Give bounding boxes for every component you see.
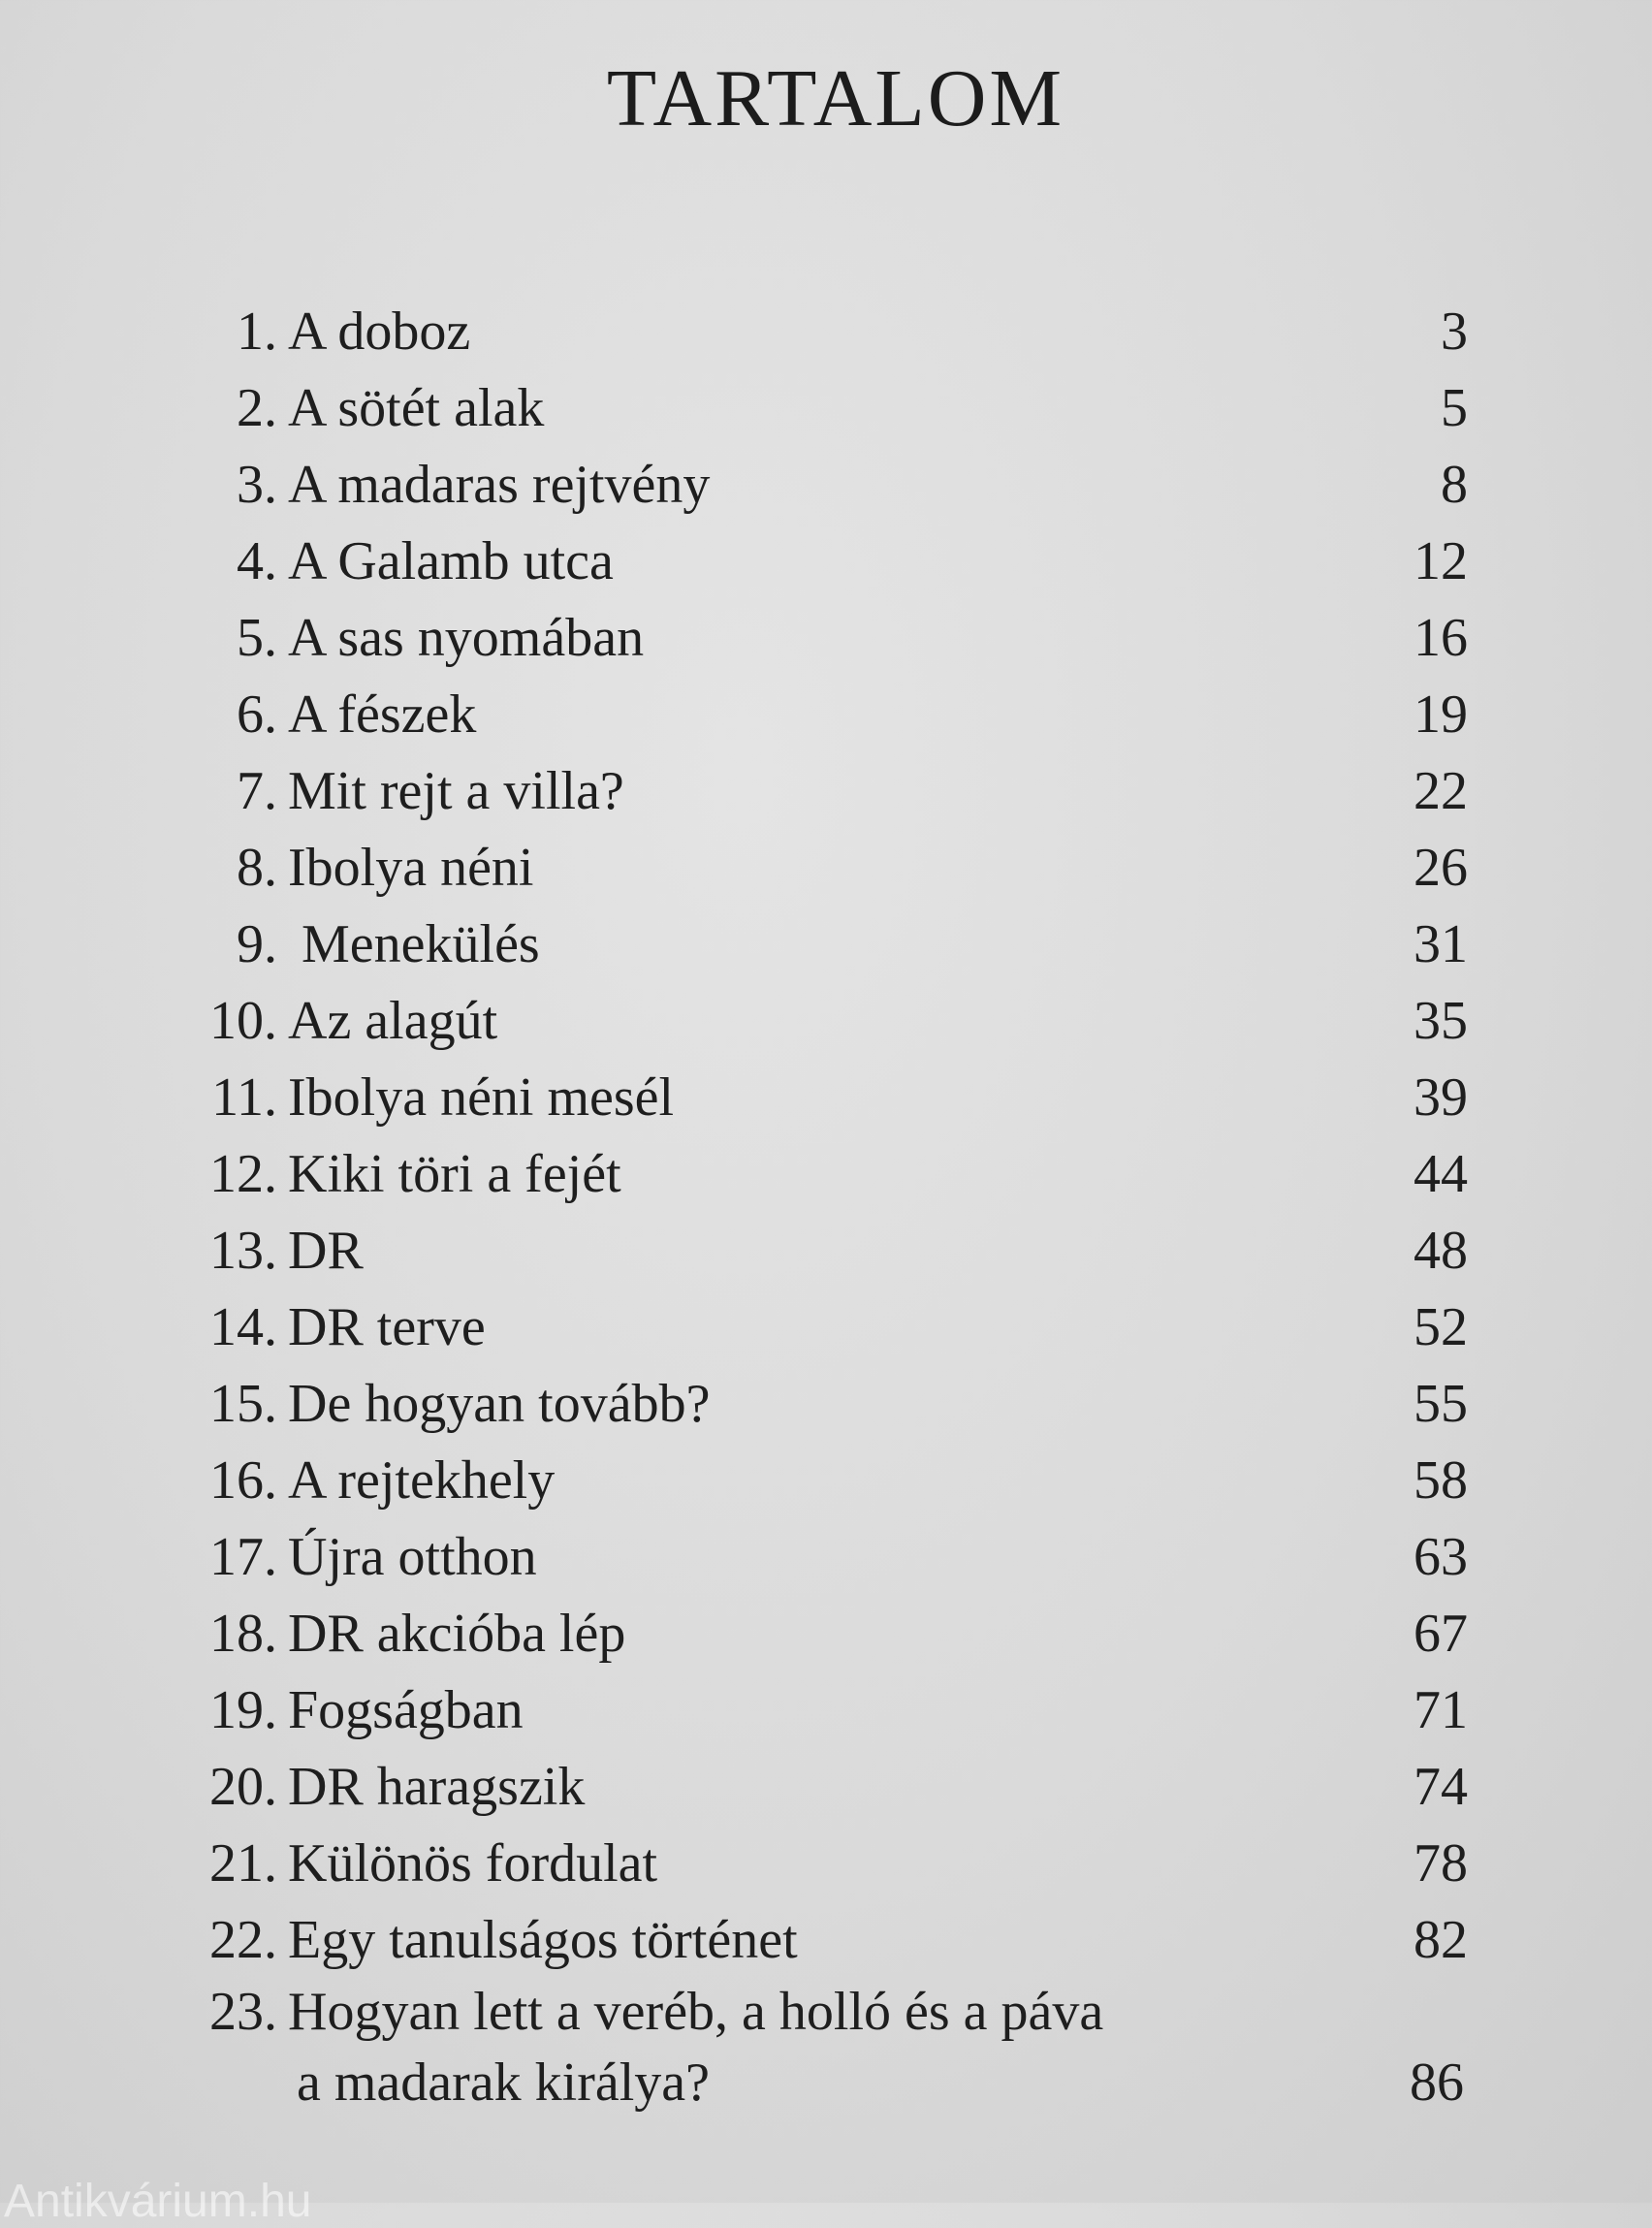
chapter-number: 11. xyxy=(211,1067,277,1128)
toc-entry xyxy=(0,1289,1652,1365)
chapter-number: 16. xyxy=(209,1450,277,1511)
chapter-title: Menekülés xyxy=(288,914,540,974)
chapter-title: Egy tanulságos történet xyxy=(288,1910,798,1970)
chapter-number: 15. xyxy=(209,1374,277,1434)
toc-entry xyxy=(0,1902,1652,1978)
chapter-title: A rejtekhely xyxy=(288,1450,556,1511)
chapter-number: 20. xyxy=(209,1757,277,1817)
toc-entry xyxy=(0,1519,1652,1595)
chapter-page-number: 52 xyxy=(1414,1297,1468,1357)
chapter-page-number: 48 xyxy=(1414,1221,1468,1281)
chapter-title: Különös fordulat xyxy=(288,1833,658,1894)
chapter-page-number: 63 xyxy=(1414,1527,1468,1587)
chapter-number: 9. xyxy=(237,914,277,974)
toc-entry xyxy=(0,1366,1652,1442)
chapter-number: 17. xyxy=(209,1527,277,1587)
chapter-page-number: 74 xyxy=(1414,1757,1468,1817)
chapter-page-number: 86 xyxy=(1410,2053,1464,2113)
toc-entry xyxy=(0,447,1652,523)
chapter-title-line-2: a madarak királya? xyxy=(297,2053,710,2113)
chapter-page-number: 82 xyxy=(1414,1910,1468,1970)
chapter-number: 8. xyxy=(237,838,277,898)
chapter-page-number: 3 xyxy=(1441,302,1468,362)
chapter-page-number: 67 xyxy=(1414,1604,1468,1664)
chapter-title: Ibolya néni mesél xyxy=(288,1067,675,1128)
toc-entry xyxy=(0,1749,1652,1825)
chapter-number: 6. xyxy=(237,684,277,745)
chapter-title: A Galamb utca xyxy=(288,531,614,591)
chapter-title: Az alagút xyxy=(288,991,498,1051)
toc-entry xyxy=(0,1136,1652,1212)
toc-entry xyxy=(0,677,1652,752)
toc-entry xyxy=(0,1443,1652,1518)
chapter-number: 5. xyxy=(237,608,277,668)
chapter-page-number: 12 xyxy=(1414,531,1468,591)
chapter-number: 7. xyxy=(237,761,277,821)
chapter-title: Ibolya néni xyxy=(288,838,534,898)
chapter-number: 23. xyxy=(209,1982,277,2042)
chapter-number: 22. xyxy=(209,1910,277,1970)
watermark: Antikvárium.hu xyxy=(4,2176,312,2227)
chapter-title: DR haragszik xyxy=(288,1757,586,1817)
chapter-page-number: 16 xyxy=(1414,608,1468,668)
chapter-number: 10. xyxy=(209,991,277,1051)
toc-entry xyxy=(0,1596,1652,1671)
chapter-title: A fészek xyxy=(288,684,477,745)
toc-entry xyxy=(0,524,1652,599)
chapter-page-number: 5 xyxy=(1441,378,1468,438)
page-title: TARTALOM xyxy=(606,53,1065,143)
chapter-title: A sas nyomában xyxy=(288,608,645,668)
chapter-page-number: 58 xyxy=(1414,1450,1468,1511)
chapter-number: 1. xyxy=(237,302,277,362)
chapter-title: A madaras rejtvény xyxy=(288,455,711,515)
toc-entry xyxy=(0,830,1652,906)
chapter-title: DR akcióba lép xyxy=(288,1604,626,1664)
toc-entry xyxy=(0,600,1652,676)
chapter-title: DR xyxy=(288,1221,364,1281)
toc-entry xyxy=(0,983,1652,1059)
chapter-page-number: 31 xyxy=(1414,914,1468,974)
chapter-number: 12. xyxy=(209,1144,277,1204)
chapter-page-number: 39 xyxy=(1414,1067,1468,1128)
chapter-page-number: 44 xyxy=(1414,1144,1468,1204)
toc-entry xyxy=(0,1060,1652,1135)
chapter-title: De hogyan tovább? xyxy=(288,1374,711,1434)
toc-entry-23 xyxy=(0,1974,1652,2050)
toc-entry xyxy=(0,1213,1652,1289)
chapter-title: Fogságban xyxy=(288,1680,524,1740)
chapter-number: 2. xyxy=(237,378,277,438)
toc-entry xyxy=(0,294,1652,369)
chapter-page-number: 55 xyxy=(1414,1374,1468,1434)
toc-entry xyxy=(0,1826,1652,1901)
chapter-title: DR terve xyxy=(288,1297,486,1357)
chapter-title: A sötét alak xyxy=(288,378,545,438)
chapter-number: 19. xyxy=(209,1680,277,1740)
chapter-title: A doboz xyxy=(288,302,471,362)
chapter-page-number: 71 xyxy=(1414,1680,1468,1740)
toc-entry xyxy=(0,753,1652,829)
chapter-number: 4. xyxy=(237,531,277,591)
chapter-number: 13. xyxy=(209,1221,277,1281)
chapter-page-number: 78 xyxy=(1414,1833,1468,1894)
chapter-title: Mit rejt a villa? xyxy=(288,761,624,821)
toc-entry-23-continuation xyxy=(0,2045,1652,2120)
chapter-number: 18. xyxy=(209,1604,277,1664)
chapter-page-number: 8 xyxy=(1441,455,1468,515)
chapter-page-number: 22 xyxy=(1414,761,1468,821)
chapter-number: 3. xyxy=(237,455,277,515)
chapter-page-number: 35 xyxy=(1414,991,1468,1051)
chapter-title: Újra otthon xyxy=(288,1527,537,1587)
chapter-page-number: 19 xyxy=(1414,684,1468,745)
toc-entry xyxy=(0,370,1652,446)
toc-entry xyxy=(0,1672,1652,1748)
chapter-page-number: 26 xyxy=(1414,838,1468,898)
chapter-number: 21. xyxy=(209,1833,277,1894)
chapter-title: Kiki töri a fejét xyxy=(288,1144,621,1204)
toc-entry xyxy=(0,907,1652,982)
chapter-number: 14. xyxy=(209,1297,277,1357)
chapter-title-line-1: Hogyan lett a veréb, a holló és a páva xyxy=(288,1982,1104,2042)
